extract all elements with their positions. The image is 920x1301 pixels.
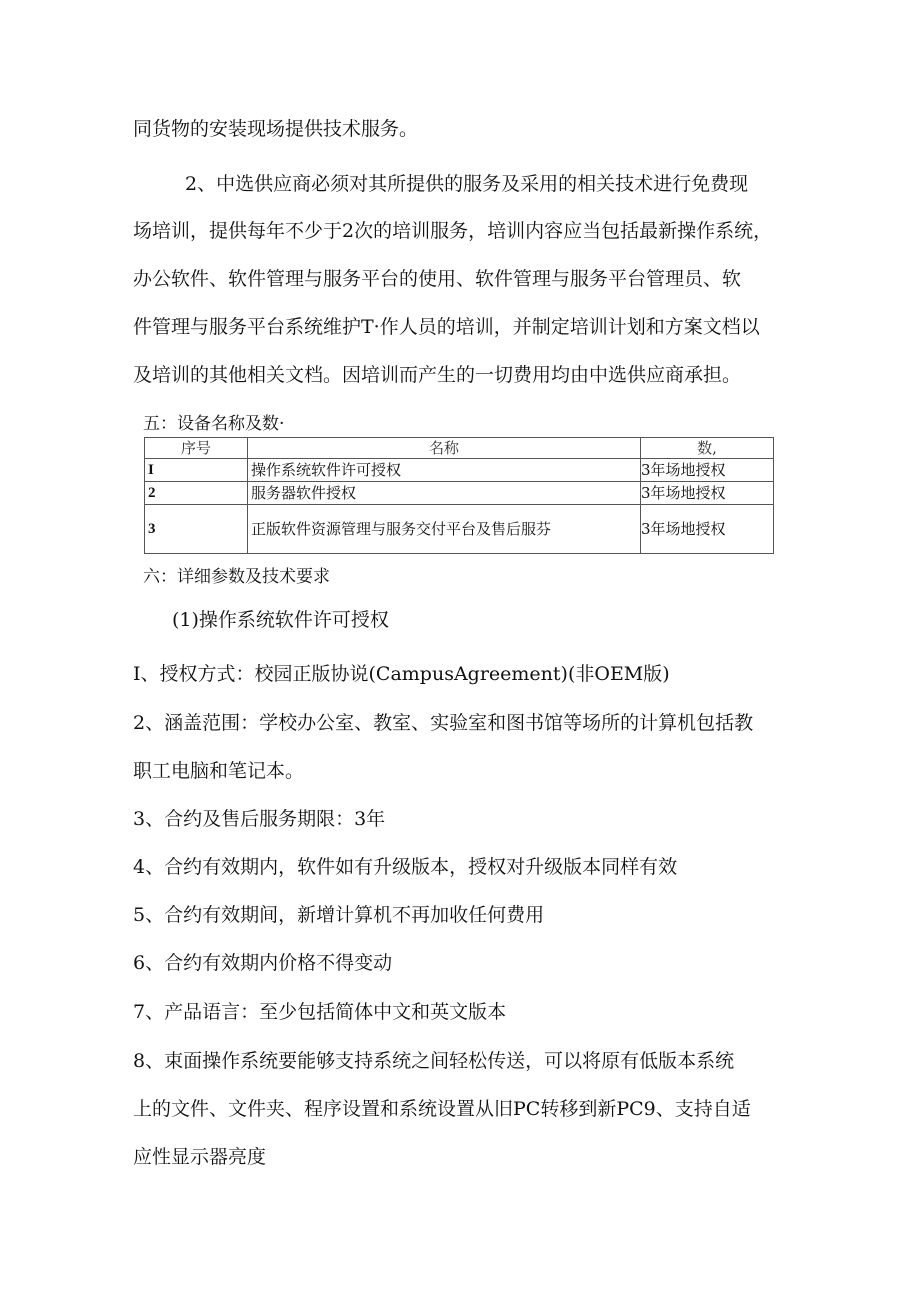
list-item: 7、产品语言：至少包括简体中文和英文版本: [133, 1001, 507, 1023]
table-cell-qty: 3年场地授权: [641, 505, 774, 554]
table-row: [145, 505, 774, 554]
paragraph-line: 及培训的其他相关文档。因培训而产生的一切费用均由中选供应商承担。: [133, 364, 742, 386]
table-cell-no: 2: [145, 482, 248, 505]
list-item: 应性显示器亮度: [133, 1146, 267, 1168]
table-header-cell: 名称: [248, 438, 641, 459]
table-cell-qty: 3年场地授权: [641, 482, 774, 505]
section-title: 五：设备名称及数·: [143, 414, 285, 434]
table-row: [145, 459, 774, 482]
list-item: 上的文件、文件夹、程序设置和系统设置从旧PC转移到新PC9、支持自适: [133, 1098, 751, 1120]
paragraph-line: 场培训，提供每年不少于2次的培训服务，培训内容应当包括最新操作系统，: [133, 220, 773, 242]
section-subtitle: (1)操作系统软件许可授权: [172, 609, 389, 631]
table-header-cell: 数,: [641, 438, 774, 459]
list-item: 职工电脑和笔记本。: [133, 760, 305, 782]
table-cell-name: 正版软件资源管理与服务交付平台及售后服芬: [248, 505, 641, 554]
table-cell-qty: 3年场地授权: [641, 459, 774, 482]
paragraph-line: 办公软件、软件管理与服务平台的使用、软件管理与服务平台管理员、软: [133, 268, 742, 290]
list-item: 6、合约有效期内价格不得变动: [133, 952, 393, 974]
section-title: 六：详细参数及技术要求: [143, 567, 330, 587]
list-item: I、授权方式：校园正版协说(CampusAgreement)(非OEM版): [133, 663, 670, 685]
table-row: [145, 482, 774, 505]
equipment-table: [144, 437, 774, 554]
table-cell-no: 3: [145, 505, 248, 554]
paragraph-line: 同货物的安装现场提供技术服务。: [133, 118, 419, 140]
table-cell-no: I: [145, 459, 248, 482]
list-item: 5、合约有效期间，新增计算机不再加收任何费用: [133, 904, 545, 926]
list-item: 8、束面操作系统要能够支持系统之间轻松传送，可以将原有低版本系统: [133, 1050, 735, 1072]
list-item: 2、涵盖范围：学校办公室、教室、实验室和图书馆等场所的计算机包括教: [133, 712, 754, 734]
paragraph-line: 2、中选供应商必须对其所提供的服务及采用的相关技术进行免费现: [185, 173, 749, 195]
list-item: 4、合约有效期内，软件如有升级版本，授权对升级版本同样有效: [133, 856, 678, 878]
table-cell-name: 服务器软件授权: [248, 482, 641, 505]
list-item: 3、合约及售后服务期限：3年: [133, 808, 386, 830]
table-header-cell: 序号: [145, 438, 248, 459]
table-cell-name: 操作系统软件许可授权: [248, 459, 641, 482]
paragraph-line: 件管理与服务平台系统维护T·作人员的培训，并制定培训计划和方案文档以: [133, 316, 760, 338]
table-header-row: [145, 438, 774, 459]
